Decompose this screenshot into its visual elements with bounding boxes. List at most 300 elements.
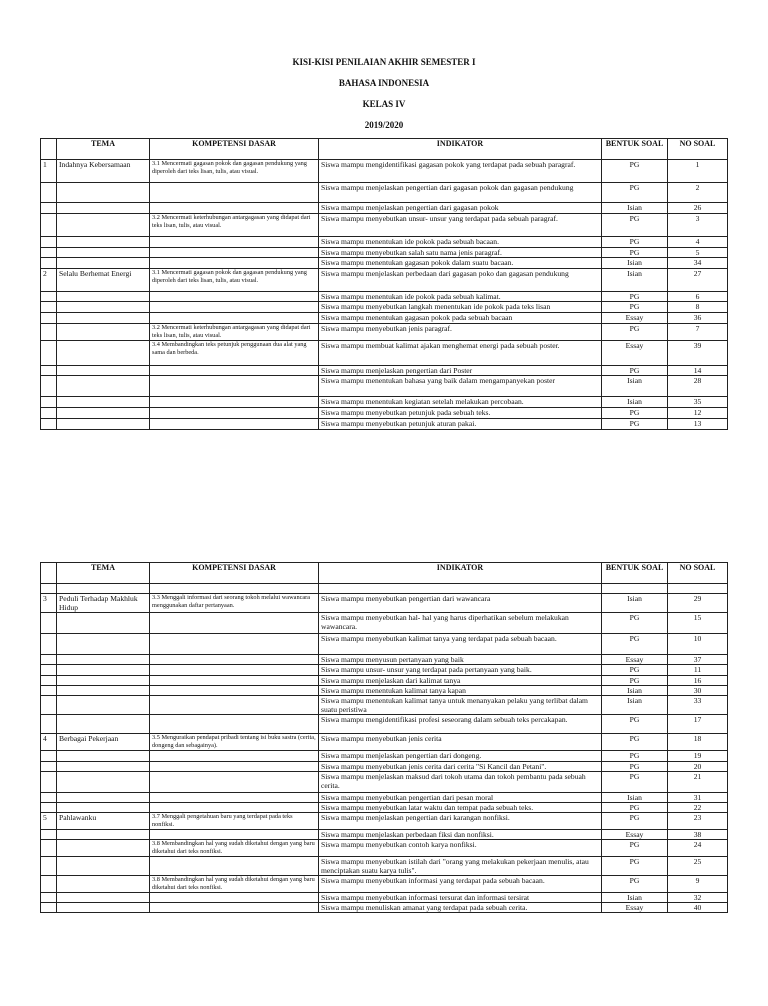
col-no [41, 139, 57, 160]
no-soal-cell: 23 [668, 813, 728, 830]
row-number: 3 [41, 594, 57, 613]
indikator-cell: Siswa mampu mengidentifikasi gagasan pokok yang terdapat pada sebuah paragraf. [319, 160, 602, 183]
indikator-cell: Siswa mampu menyebutkan pengertian dari wawancara [319, 594, 602, 613]
table-row [41, 803, 728, 813]
row-number [41, 324, 57, 341]
tema-cell [57, 324, 150, 341]
no-soal-cell: 37 [668, 655, 728, 665]
no-soal-cell: 2 [668, 183, 728, 203]
indikator-cell: Siswa mampu menyebutkan jenis paragraf. [319, 324, 602, 341]
indikator-cell: Siswa mampu menjelaskan pengertian dari gagasan pokok dan gagasan pendukung [319, 183, 602, 203]
table-row [41, 762, 728, 772]
kompetensi-dasar-cell [150, 655, 319, 665]
tema-cell [57, 857, 150, 876]
row-number [41, 634, 57, 655]
table-row [41, 419, 728, 430]
kompetensi-dasar-cell [150, 397, 319, 408]
kompetensi-dasar-cell [150, 686, 319, 696]
col-bentuk-soal: BENTUK SOAL [602, 139, 668, 160]
tema-cell [57, 214, 150, 237]
table-row [41, 269, 728, 292]
col-no-soal: NO SOAL [668, 563, 728, 584]
no-soal-cell: 12 [668, 408, 728, 419]
bentuk-soal-cell: PG [602, 634, 668, 655]
table-row [41, 665, 728, 676]
row-number [41, 793, 57, 803]
no-soal-cell: 24 [668, 840, 728, 857]
tema-cell [57, 655, 150, 665]
indikator-cell: Siswa mampu menjelaskan perbedaan fiksi dan nonfiksi. [319, 830, 602, 840]
row-number [41, 686, 57, 696]
bentuk-soal-cell: PG [602, 665, 668, 676]
no-soal-cell: 26 [668, 203, 728, 214]
bentuk-soal-cell: Isian [602, 686, 668, 696]
row-number [41, 408, 57, 419]
no-soal-cell: 17 [668, 715, 728, 734]
indikator-cell: Siswa mampu menyebutkan hal- hal yang harus diperhatikan sebelum melakukan wawancara. [319, 613, 602, 634]
blank-cell [41, 584, 57, 594]
row-number: 2 [41, 269, 57, 292]
row-number [41, 376, 57, 397]
tema-cell [57, 237, 150, 248]
no-soal-cell: 3 [668, 214, 728, 237]
row-number [41, 258, 57, 269]
row-number: 4 [41, 734, 57, 751]
no-soal-cell: 15 [668, 613, 728, 634]
no-soal-cell: 11 [668, 665, 728, 676]
kompetensi-dasar-cell: 3.8 Membandingkan hal yang sudah diketahui dengan yang baru diketahui dari teks nonfiksi. [150, 876, 319, 893]
no-soal-cell: 18 [668, 734, 728, 751]
no-soal-cell: 13 [668, 419, 728, 430]
bentuk-soal-cell: Isian [602, 893, 668, 903]
bentuk-soal-cell: Isian [602, 203, 668, 214]
table-row [41, 613, 728, 634]
tema-cell [57, 248, 150, 258]
no-soal-cell: 35 [668, 397, 728, 408]
indikator-cell: Siswa mampu menentukan gagasan pokok pada sebuah bacaan [319, 313, 602, 324]
table-row [41, 313, 728, 324]
no-soal-cell: 6 [668, 292, 728, 302]
row-number [41, 762, 57, 772]
indikator-cell: Siswa mampu menyebutkan jenis cerita dari cerita "Si Kancil dan Petani". [319, 762, 602, 772]
table-row [41, 203, 728, 214]
table-row [41, 408, 728, 419]
tema-cell [57, 366, 150, 376]
row-number [41, 696, 57, 715]
tema-cell [57, 893, 150, 903]
no-soal-cell: 38 [668, 830, 728, 840]
kompetensi-dasar-cell [150, 613, 319, 634]
indikator-cell: Siswa mampu menjelaskan pengertian dari Poster [319, 366, 602, 376]
no-soal-cell: 33 [668, 696, 728, 715]
row-number [41, 292, 57, 302]
col-kompetensi-dasar: KOMPETENSI DASAR [150, 139, 319, 160]
kompetensi-dasar-cell [150, 302, 319, 313]
table-row [41, 676, 728, 686]
no-soal-cell: 19 [668, 751, 728, 762]
bentuk-soal-cell: Isian [602, 696, 668, 715]
indikator-cell: Siswa mampu menyebutkan jenis cerita [319, 734, 602, 751]
tema-cell [57, 665, 150, 676]
indikator-cell: Siswa mampu menjelaskan pengertian dari karangan nonfiksi. [319, 813, 602, 830]
no-soal-cell: 14 [668, 366, 728, 376]
indikator-cell: Siswa mampu menyebutkan petunjuk pada sebuah teks. [319, 408, 602, 419]
indikator-cell: Siswa mampu mengidentifikasi profesi seseorang dalam sebuah teks percakapan. [319, 715, 602, 734]
bentuk-soal-cell: Isian [602, 397, 668, 408]
bentuk-soal-cell: PG [602, 248, 668, 258]
tema-cell [57, 803, 150, 813]
indikator-cell: Siswa mampu menentukan kegiatan setelah melakukan percobaan. [319, 397, 602, 408]
row-number [41, 366, 57, 376]
blank-cell [57, 584, 150, 594]
bentuk-soal-cell: Essay [602, 313, 668, 324]
kompetensi-dasar-cell [150, 751, 319, 762]
kompetensi-dasar-cell: 3.1 Mencermati gagasan pokok dan gagasan pendukung yang diperoleh dari teks lisan, tulis, atau visual. [150, 269, 319, 292]
col-tema: TEMA [57, 139, 150, 160]
tema-cell [57, 419, 150, 430]
bentuk-soal-cell: PG [602, 840, 668, 857]
indikator-cell: Siswa mampu menyebutkan langkah menentukan ide pokok pada teks lisan [319, 302, 602, 313]
table-row [41, 376, 728, 397]
col-kompetensi-dasar: KOMPETENSI DASAR [150, 563, 319, 584]
kompetensi-dasar-cell: 3.2 Mencermati keterhubungan antargagasan yang didapat dari teks lisan, tulis, atau visual. [150, 214, 319, 237]
bentuk-soal-cell: PG [602, 183, 668, 203]
no-soal-cell: 34 [668, 258, 728, 269]
row-number: 1 [41, 160, 57, 183]
doc-title: KISI-KISI PENILAIAN AKHIR SEMESTER I [292, 57, 476, 67]
blank-cell [319, 584, 602, 594]
indikator-cell: Siswa mampu menentukan gagasan pokok dalam suatu bacaan. [319, 258, 602, 269]
tema-cell [57, 793, 150, 803]
kompetensi-dasar-cell [150, 857, 319, 876]
kompetensi-dasar-cell [150, 248, 319, 258]
no-soal-cell: 4 [668, 237, 728, 248]
kompetensi-dasar-cell [150, 237, 319, 248]
tema-cell [57, 183, 150, 203]
no-soal-cell: 30 [668, 686, 728, 696]
table-subheader-row [41, 584, 728, 594]
bentuk-soal-cell: Isian [602, 376, 668, 397]
row-number [41, 803, 57, 813]
row-number [41, 840, 57, 857]
indikator-cell: Siswa mampu menjelaskan maksud dari tokoh utama dan tokoh pembantu pada sebuah cerita. [319, 772, 602, 793]
table-row [41, 751, 728, 762]
bentuk-soal-cell: PG [602, 734, 668, 751]
bentuk-soal-cell: PG [602, 772, 668, 793]
tema-cell [57, 408, 150, 419]
bentuk-soal-cell: PG [602, 857, 668, 876]
kisi-kisi-table-2 [40, 562, 728, 913]
no-soal-cell: 29 [668, 594, 728, 613]
table-row [41, 341, 728, 366]
tema-cell [57, 696, 150, 715]
tema-cell [57, 772, 150, 793]
col-no-soal: NO SOAL [668, 139, 728, 160]
kompetensi-dasar-cell [150, 292, 319, 302]
bentuk-soal-cell: PG [602, 751, 668, 762]
tema-cell [57, 676, 150, 686]
indikator-cell: Siswa mampu menyebutkan istilah dari "orang yang melakukan pekerjaan menulis, atau menciptakan suatu karya tulis". [319, 857, 602, 876]
kompetensi-dasar-cell [150, 634, 319, 655]
indikator-cell: Siswa mampu menyebutkan kalimat tanya yang terdapat pada sebuah bacaan. [319, 634, 602, 655]
no-soal-cell: 8 [668, 302, 728, 313]
tema-cell: Selalu Berhemat Energi [57, 269, 150, 292]
row-number [41, 203, 57, 214]
kompetensi-dasar-cell [150, 793, 319, 803]
table-header-row [41, 139, 728, 160]
bentuk-soal-cell: PG [602, 813, 668, 830]
no-soal-cell: 21 [668, 772, 728, 793]
bentuk-soal-cell: PG [602, 715, 668, 734]
document-header [0, 55, 768, 139]
tema-cell [57, 715, 150, 734]
no-soal-cell: 32 [668, 893, 728, 903]
tema-cell [57, 613, 150, 634]
bentuk-soal-cell: PG [602, 366, 668, 376]
tema-cell [57, 313, 150, 324]
tema-cell [57, 258, 150, 269]
table-row [41, 857, 728, 876]
kompetensi-dasar-cell [150, 772, 319, 793]
doc-subject: BAHASA INDONESIA [338, 78, 430, 88]
row-number [41, 613, 57, 634]
row-number [41, 214, 57, 237]
row-number [41, 419, 57, 430]
row-number [41, 248, 57, 258]
no-soal-cell: 7 [668, 324, 728, 341]
row-number [41, 857, 57, 876]
blank-cell [602, 584, 668, 594]
bentuk-soal-cell: Essay [602, 903, 668, 913]
indikator-cell: Siswa mampu menyebutkan contoh karya nonfiksi. [319, 840, 602, 857]
bentuk-soal-cell: Essay [602, 341, 668, 366]
kompetensi-dasar-cell [150, 258, 319, 269]
tema-cell [57, 903, 150, 913]
kompetensi-dasar-cell: 3.7 Menggali pengetahuan baru yang terdapat pada teks nonfiksi. [150, 813, 319, 830]
row-number [41, 655, 57, 665]
table-row [41, 160, 728, 183]
blank-cell [668, 584, 728, 594]
indikator-cell: Siswa mampu menentukan ide pokok pada sebuah kalimat. [319, 292, 602, 302]
table-row [41, 634, 728, 655]
indikator-cell: Siswa mampu menyebutkan salah satu nama jenis paragraf. [319, 248, 602, 258]
blank-cell [150, 584, 319, 594]
bentuk-soal-cell: PG [602, 419, 668, 430]
tema-cell [57, 634, 150, 655]
bentuk-soal-cell: PG [602, 676, 668, 686]
table-header-row [41, 563, 728, 584]
bentuk-soal-cell: PG [602, 408, 668, 419]
tema-cell: Indahnya Kebersamaan [57, 160, 150, 183]
bentuk-soal-cell: PG [602, 237, 668, 248]
kompetensi-dasar-cell: 3.4 Membandingkan teks petunjuk penggunaan dua alat yang sama dan berbeda. [150, 341, 319, 366]
table-row [41, 302, 728, 313]
indikator-cell: Siswa mampu menyebutkan informasi tersurat dan informasi tersirat [319, 893, 602, 903]
bentuk-soal-cell: PG [602, 302, 668, 313]
no-soal-cell: 27 [668, 269, 728, 292]
row-number [41, 751, 57, 762]
table-row [41, 903, 728, 913]
tema-cell: Berbagai Pekerjaan [57, 734, 150, 751]
row-number [41, 715, 57, 734]
row-number [41, 665, 57, 676]
table-row [41, 876, 728, 893]
col-indikator: INDIKATOR [319, 563, 602, 584]
tema-cell [57, 751, 150, 762]
table-row [41, 813, 728, 830]
kompetensi-dasar-cell [150, 203, 319, 214]
table-row [41, 397, 728, 408]
kompetensi-dasar-cell [150, 803, 319, 813]
table-row [41, 715, 728, 734]
bentuk-soal-cell: Isian [602, 793, 668, 803]
indikator-cell: Siswa mampu unsur- unsur yang terdapat pada pertanyaan yang baik. [319, 665, 602, 676]
no-soal-cell: 36 [668, 313, 728, 324]
table-row [41, 183, 728, 203]
table-row [41, 840, 728, 857]
no-soal-cell: 1 [668, 160, 728, 183]
no-soal-cell: 10 [668, 634, 728, 655]
kompetensi-dasar-cell [150, 366, 319, 376]
no-soal-cell: 25 [668, 857, 728, 876]
table-row [41, 214, 728, 237]
col-tema: TEMA [57, 563, 150, 584]
bentuk-soal-cell: PG [602, 876, 668, 893]
row-number [41, 183, 57, 203]
row-number [41, 903, 57, 913]
bentuk-soal-cell: Isian [602, 258, 668, 269]
indikator-cell: Siswa mampu menjelaskan pengertian dari dongeng. [319, 751, 602, 762]
table-row [41, 237, 728, 248]
tema-cell [57, 686, 150, 696]
tema-cell: Pahlawanku [57, 813, 150, 830]
table-row [41, 793, 728, 803]
row-number [41, 830, 57, 840]
bentuk-soal-cell: PG [602, 613, 668, 634]
table-row [41, 655, 728, 665]
no-soal-cell: 16 [668, 676, 728, 686]
no-soal-cell: 39 [668, 341, 728, 366]
indikator-cell: Siswa mampu menjelaskan perbedaan dari gagasan poko dan gagasan pendukung [319, 269, 602, 292]
bentuk-soal-cell: Essay [602, 655, 668, 665]
kompetensi-dasar-cell [150, 183, 319, 203]
kompetensi-dasar-cell [150, 676, 319, 686]
indikator-cell: Siswa mampu menentukan ide pokok pada sebuah bacaan. [319, 237, 602, 248]
kompetensi-dasar-cell [150, 419, 319, 430]
bentuk-soal-cell: PG [602, 292, 668, 302]
row-number: 5 [41, 813, 57, 830]
tema-cell [57, 876, 150, 893]
tema-cell [57, 397, 150, 408]
no-soal-cell: 5 [668, 248, 728, 258]
kompetensi-dasar-cell [150, 408, 319, 419]
bentuk-soal-cell: PG [602, 762, 668, 772]
col-no [41, 563, 57, 584]
tema-cell [57, 292, 150, 302]
kompetensi-dasar-cell [150, 376, 319, 397]
kompetensi-dasar-cell: 3.8 Membandingkan hal yang sudah diketahui dengan yang baru diketahui dari teks nonfiksi. [150, 840, 319, 857]
indikator-cell: Siswa mampu menyebutkan latar waktu dan tempat pada sebuah teks. [319, 803, 602, 813]
doc-class: KELAS IV [362, 99, 406, 109]
table-row [41, 324, 728, 341]
kompetensi-dasar-cell [150, 696, 319, 715]
tema-cell [57, 376, 150, 397]
indikator-cell: Siswa mampu menyusun pertanyaan yang baik [319, 655, 602, 665]
no-soal-cell: 40 [668, 903, 728, 913]
kompetensi-dasar-cell [150, 715, 319, 734]
kompetensi-dasar-cell [150, 665, 319, 676]
indikator-cell: Siswa mampu menyebutkan petunjuk aturan pakai. [319, 419, 602, 430]
kompetensi-dasar-cell [150, 830, 319, 840]
indikator-cell: Siswa mampu menjelaskan pengertian dari gagasan pokok [319, 203, 602, 214]
kisi-kisi-table-1 [40, 138, 728, 430]
no-soal-cell: 20 [668, 762, 728, 772]
table-row [41, 258, 728, 269]
row-number [41, 302, 57, 313]
table-row [41, 248, 728, 258]
indikator-cell: Siswa mampu menuliskan amanat yang terdapat pada sebuah cerita. [319, 903, 602, 913]
col-bentuk-soal: BENTUK SOAL [602, 563, 668, 584]
kompetensi-dasar-cell [150, 762, 319, 772]
doc-year: 2019/2020 [364, 120, 404, 130]
indikator-cell: Siswa mampu menyebutkan informasi yang terdapat pada sebuah bacaan. [319, 876, 602, 893]
tema-cell [57, 830, 150, 840]
table-row [41, 594, 728, 613]
tema-cell [57, 203, 150, 214]
no-soal-cell: 22 [668, 803, 728, 813]
indikator-cell: Siswa mampu menyebutkan pengertian dari pesan moral [319, 793, 602, 803]
row-number [41, 341, 57, 366]
table-row [41, 734, 728, 751]
tema-cell [57, 762, 150, 772]
bentuk-soal-cell: Isian [602, 269, 668, 292]
no-soal-cell: 9 [668, 876, 728, 893]
indikator-cell: Siswa mampu menyebutkan unsur- unsur yang terdapat pada sebuah paragraf. [319, 214, 602, 237]
table-row [41, 696, 728, 715]
tema-cell [57, 840, 150, 857]
indikator-cell: Siswa mampu membuat kalimat ajakan menghemat energi pada sebuah poster. [319, 341, 602, 366]
row-number [41, 237, 57, 248]
kompetensi-dasar-cell [150, 313, 319, 324]
kompetensi-dasar-cell: 3.2 Mencermati keterhubungan antargagasan yang didapat dari teks lisan, tulis, atau visual. [150, 324, 319, 341]
table-row [41, 830, 728, 840]
kompetensi-dasar-cell: 3.3 Menggali informasi dari seorang tokoh melalui wawancara menggunakan daftar pertanyaan. [150, 594, 319, 613]
row-number [41, 397, 57, 408]
no-soal-cell: 31 [668, 793, 728, 803]
row-number [41, 313, 57, 324]
kompetensi-dasar-cell [150, 893, 319, 903]
indikator-cell: Siswa mampu menjelaskan dari kalimat tanya [319, 676, 602, 686]
kompetensi-dasar-cell: 3.1 Mencermati gagasan pokok dan gagasan pendukung yang diperoleh dari teks lisan, tulis, atau visual. [150, 160, 319, 183]
row-number [41, 876, 57, 893]
indikator-cell: Siswa mampu menentukan kalimat tanya untuk menanyakan pelaku yang terlibat dalam suatu peristiwa [319, 696, 602, 715]
indikator-cell: Siswa mampu menentukan bahasa yang baik dalam mengampanyekan poster [319, 376, 602, 397]
bentuk-soal-cell: PG [602, 160, 668, 183]
bentuk-soal-cell: PG [602, 803, 668, 813]
bentuk-soal-cell: PG [602, 214, 668, 237]
no-soal-cell: 28 [668, 376, 728, 397]
bentuk-soal-cell: Essay [602, 830, 668, 840]
bentuk-soal-cell: Isian [602, 594, 668, 613]
row-number [41, 772, 57, 793]
table-row [41, 893, 728, 903]
col-indikator: INDIKATOR [319, 139, 602, 160]
table-row [41, 366, 728, 376]
tema-cell [57, 302, 150, 313]
tema-cell [57, 341, 150, 366]
table-row [41, 772, 728, 793]
table-row [41, 686, 728, 696]
